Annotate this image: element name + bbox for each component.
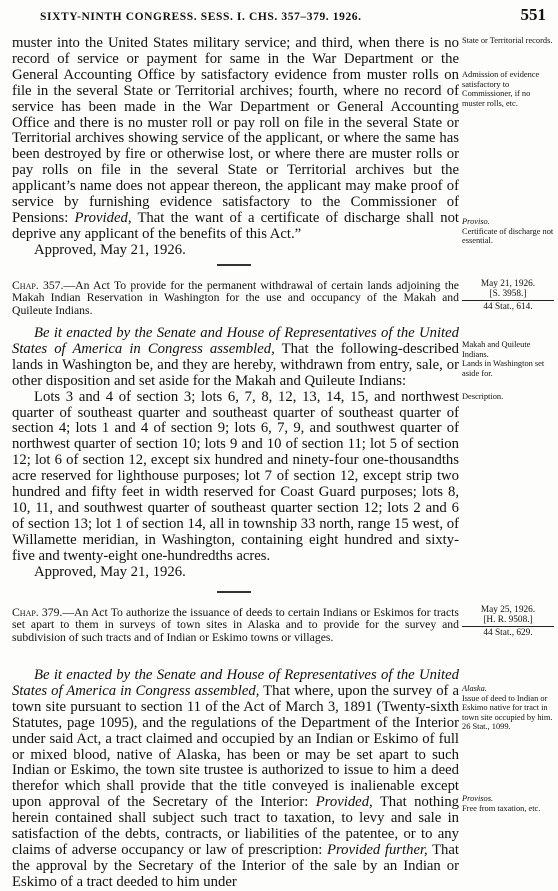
chap357-title: [12, 280, 459, 317]
chap357-enacting-text: That the following-described lands in Washington be, and they are hereby, withdrawn from entry, sale, or other disposition and set aside for the Makah and Quileute Indians:: [12, 340, 460, 389]
chap379-text-2: That nothing herein contained shall subject such tract to taxation, to levy and sale in satisfaction of the debts, contracts, or liabilities of the patentee, or to any claims of adverse occupancy or law of prescription:: [12, 794, 460, 858]
chap357-label: Chap. 357.: [12, 279, 64, 292]
margin-note-admission-evidence: Admission of evidence satisfactory to Commissioner, if no muster rolls, etc.: [462, 70, 540, 108]
chap379-provided-1: Provided,: [315, 794, 373, 811]
proviso-word: Provided,: [74, 209, 132, 226]
margin-provisos-text: Free from taxation, etc.: [462, 803, 541, 813]
chap379-bill: [H. R. 9508.]: [462, 615, 554, 627]
chap357-title-text: —An Act To provide for the permanent withdrawal of certain lands adjoining the Makah Indian Reservation in Washington for the use and occupancy of the Makah and Quileute Indians.: [12, 279, 459, 317]
margin-note-proviso: [462, 217, 554, 246]
margin-proviso-title: Proviso.: [462, 217, 490, 226]
margin-proviso-text: Certificate of discharge not essential.: [462, 226, 554, 246]
chap379-stat: 44 Stat., 629.: [483, 628, 533, 639]
section-divider-1: [217, 264, 251, 266]
chap357-description: Lots 3 and 4 of section 3; lots 6, 7, 8, 12, 13, 14, 15, and northwest quarter of southeast quarter and southeast quarter of southeast quarter of section 4; lots 1 and 4 of section 9; lots 6, 7, 9, and southwest quarter of northwest quarter of section 10; lots 9 and 10 of section 11; lot 5 of section 12; lot 6 of section 12, except six hundred and ninety-four one-thousandths acre reserved for lighthouse purposes; lot 7 of section 12, except strip two hundred and fifty feet in width reserved for Coast Guard purposes; lots 8, 10, 11, and southwest quarter of southeast quarter section 12; lots 2 and 6 of section 13; lot 1 of section 14, all in township 33 north, range 15 west, of Willamette meridian, in Washington, containing eight hundred and sixty-five and twenty-eight one-hundredths acres.: [12, 388, 459, 564]
chap357-stat: 44 Stat., 614.: [483, 302, 533, 313]
margin-note-description: Description.: [462, 392, 504, 401]
page-header: [0, 5, 558, 25]
margin-stat-ref: 26 Stat., 1099.: [462, 722, 511, 732]
chap379-provided-2: Provided further,: [326, 841, 428, 858]
chap379-body: [12, 668, 459, 891]
chap357-reference: [462, 279, 554, 313]
chap379-date: May 25, 1926.: [480, 605, 536, 615]
approved-line-2: Approved, May 21, 1926.: [34, 563, 186, 580]
chap379-text-3: That the approval by the Secretary of the Interior of the sale by an Indian or Eskimo of a tract deeded to him under: [12, 841, 459, 890]
chap379-label: Chap. 379.: [12, 606, 63, 619]
margin-note-state-records: State or Territorial records.: [462, 36, 553, 45]
chap357-date: May 21, 1926.: [480, 279, 536, 289]
margin-note-makah: Makah and Quileute Indians. Lands in Washington set aside for.: [462, 340, 545, 378]
chap379-title: [12, 607, 459, 644]
page-number: 551: [520, 5, 546, 24]
margin-note-provisos: [462, 794, 554, 813]
chap357-body: [12, 326, 459, 581]
approved-line-1: Approved, May 21, 1926.: [34, 241, 186, 258]
chap379-enacting-clause: Be it enacted by the Senate and House of Representatives of the United States of America in Congress assembled,: [12, 667, 459, 699]
chap379-title-text: —An Act To authorize the issuance of deeds to certain Indians or Eskimos for tracts set apart to them in surveys of town sites in Alaska and to provide for the survey and subdivision of such tracts and of Indian or Eskimo towns or villages.: [12, 606, 459, 644]
proviso-text: That the want of a certificate of discharge shall not deprive any applicant of the benefits of this Act.”: [12, 209, 459, 242]
section-divider-2: [217, 591, 251, 593]
chap357-bill: [S. 3958.]: [462, 289, 554, 301]
margin-alaska-text: Issue of deed to Indian or Eskimo native for tract in town site occupied by him.: [462, 693, 553, 722]
margin-note-alaska: [462, 684, 554, 732]
chap379-reference: [462, 605, 554, 639]
margin-alaska-title: Alaska.: [462, 684, 487, 693]
chap357-enacting-clause: Be it enacted by the Senate and House of Representatives of the United States of America in Congress assembled,: [12, 325, 459, 357]
margin-provisos-title: Provisos.: [462, 794, 494, 803]
continuation-paragraph: [12, 36, 459, 259]
running-head: SIXTY-NINTH CONGRESS. SESS. I. CHS. 357–379. 1926.: [40, 11, 362, 23]
continuation-text: muster into the United States military service; and third, when there is no record of service or payment for same in the War Department or the General Accounting Office by satisfactory evidence from muster rolls on file in the several State or Territorial archives; fourth, where no record of service has been made in the War Department or General Accounting Office and there is no muster roll or pay roll on file in the several State or Territorial archives showing service of the applicant, or where the same has been destroyed by fire or otherwise lost, or where there are muster rolls or pay rolls on file in the several State or Territorial archives but the applicant’s name does not appear thereon, the applicant may make proof of service by furnishing evidence satisfactory to the Commissioner of Pensions:: [12, 35, 459, 226]
chap379-enacting-text: That where, upon the survey of a town site pursuant to section 11 of the Act of March 3, 1891 (Twenty-sixth Statutes, page 1095), and the regulations of the Department of the Interior under said Act, a tract claimed and occupied by an Indian or Eskimo of full or mixed blood, native of Alaska, has been or may be set apart to such Indian or Eskimo, the town site trustee is authorized to issue to him a deed therefor which shall provide that the title conveyed is inalienable except upon approval of the Secretary of the Interior:: [12, 682, 459, 811]
